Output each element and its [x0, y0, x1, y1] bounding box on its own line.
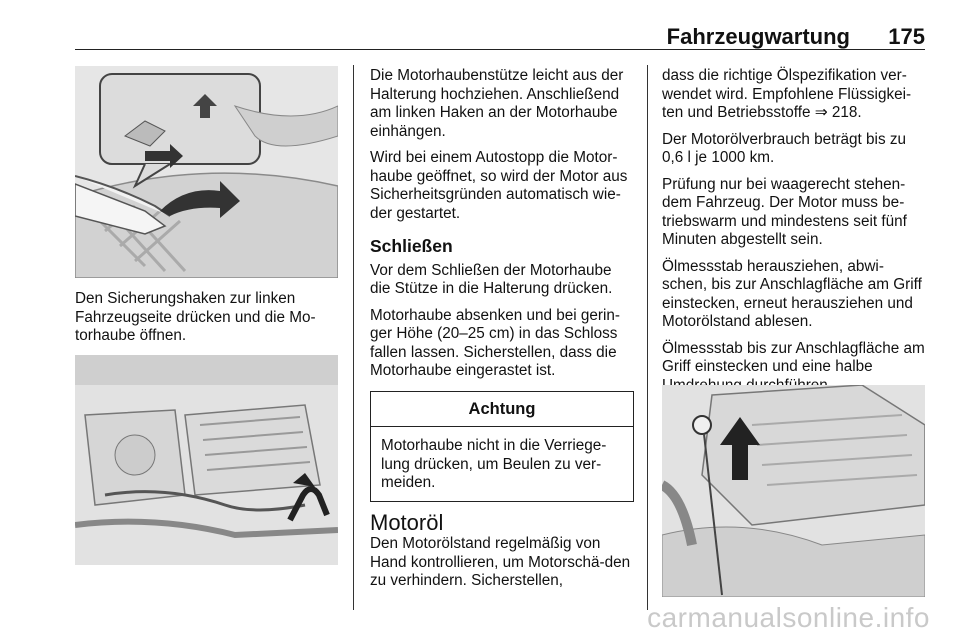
right-column-text: [662, 67, 926, 403]
hood-support-text: Die Motorhaubenstütze leicht aus der Halterung hochziehen. Anschließend am linken Haken an der Motorhaube einhängen.: [370, 67, 624, 140]
dipstick-illustration: [662, 385, 925, 597]
open-hood-hook-illustration: [75, 66, 338, 278]
dipstick-read-text: Ölmessstab herausziehen, abwi-schen, bis zur Anschlagfläche am Griff einstecken, erneut herausziehen und Motorölstand ablesen.: [662, 257, 922, 330]
closing-text-1: Vor dem Schließen der Motorhaube die Stütze in die Halterung drücken.: [370, 261, 613, 297]
check-conditions-text: Prüfung nur bei waagerecht stehen-dem Fahrzeug. Der Motor muss be-triebswarm und mindestens seit fünf Minuten abgestellt sein.: [662, 175, 907, 248]
dipstick-insert-text: Ölmessstab bis zur Anschlagfläche am Griff einstecken und eine halbe: [662, 339, 925, 375]
oil-spec-text: dass die richtige Ölspezifikation ver-wendet wird. Empfohlene Flüssigkei-ten und Betriebsstoffe ⇒ 218.: [662, 67, 912, 121]
page-header: [75, 24, 925, 50]
warning-title: Achtung: [371, 392, 633, 428]
page-title: Fahrzeugwartung: [666, 24, 850, 49]
engine-oil-heading: Motoröl: [370, 509, 444, 535]
warning-text: Motorhaube nicht in die Verriege-lung drücken, um Beulen zu ver-meiden.: [381, 437, 607, 491]
left-column-text: [75, 290, 340, 354]
closing-heading: Schließen: [370, 236, 453, 256]
engine-oil-text: Den Motorölstand regelmäßig von Hand kontrollieren, um Motorschä-den zu verhindern. Sicherstellen,: [370, 535, 631, 589]
closing-text-2: Motorhaube absenken und bei gerin-ger Höhe (20–25 cm) in das Schloss fallen lassen. Sicherstellen, dass die Motorhaube eingerastet ist.: [370, 306, 621, 379]
oil-consumption-text: Der Motorölverbrauch beträgt bis zu 0,6 l je 1000 km.: [662, 130, 907, 166]
autostop-text: Wird bei einem Autostopp die Motor-haube geöffnet, so wird der Motor aus Sicherheitsgründen automatisch wie-der gestartet.: [370, 149, 628, 222]
hood-open-caption: Den Sicherungshaken zur linken Fahrzeugseite drücken und die Mo-torhaube öffnen.: [75, 290, 316, 344]
middle-column-text: [370, 67, 634, 599]
warning-box: [370, 391, 634, 502]
page-number: 175: [888, 24, 925, 49]
column-divider-2: [647, 65, 648, 610]
column-divider-1: [353, 65, 354, 610]
engine-compartment-illustration: [75, 355, 338, 565]
header-rule: [75, 49, 925, 50]
watermark: carmanualsonline.info: [647, 602, 930, 633]
